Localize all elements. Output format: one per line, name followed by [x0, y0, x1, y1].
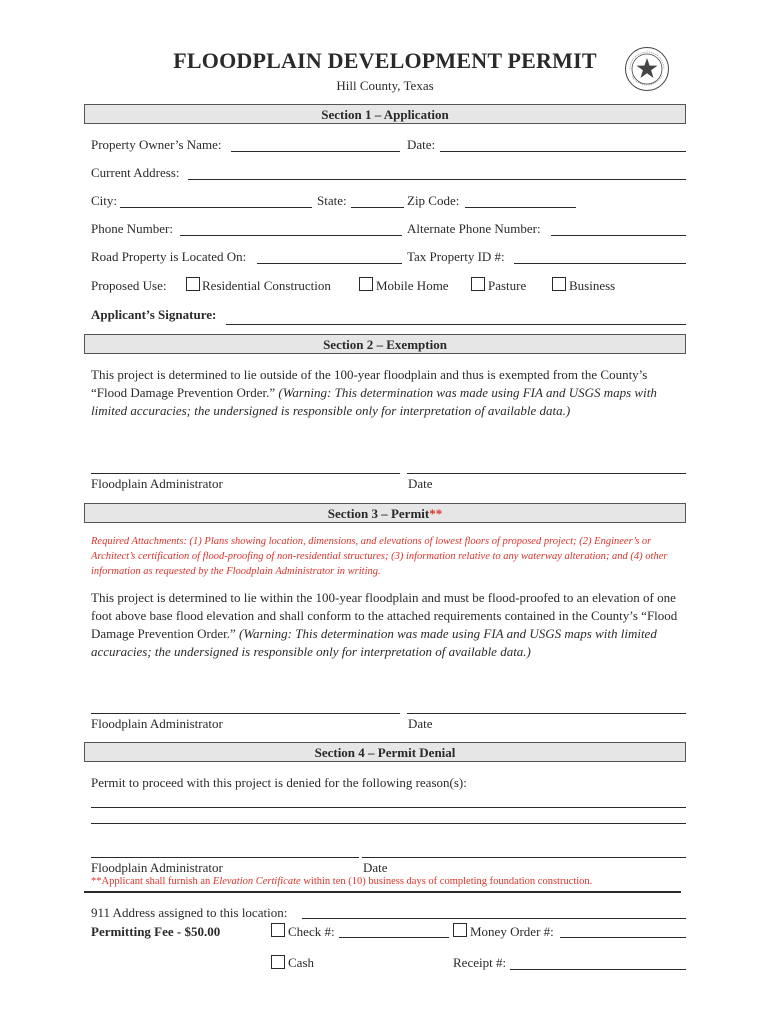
cash-checkbox[interactable] — [271, 955, 285, 969]
cash-label: Cash — [288, 955, 314, 970]
receipt-label: Receipt #: — [453, 955, 507, 970]
zip-code-label: Zip Code: — [407, 193, 460, 208]
tax-id-label: Tax Property ID #: — [407, 249, 505, 264]
exemption-date-line[interactable] — [407, 473, 686, 474]
section-4-heading: Section 4 – Permit Denial — [84, 742, 686, 762]
current-address-label: Current Address: — [91, 165, 180, 180]
section-1-heading: Section 1 – Application — [84, 104, 686, 124]
required-attachments-note: Required Attachments: (1) Plans showing location, dimensions, and elevations of lowest floors of proposed project; (2) Engineer’s or Architect’s certification of flood-proofing of non-residential structures; (3) information relative to any waterway alteration; and (4) other information as requested by the Floodplain Administrator in writing. — [91, 536, 668, 577]
permit-paragraph — [91, 589, 681, 661]
check-checkbox[interactable] — [271, 923, 285, 937]
permit-admin-signature-line[interactable] — [91, 713, 400, 714]
county-subtitle: Hill County, Texas — [336, 78, 434, 93]
proposed-use-label: Proposed Use: — [91, 278, 167, 293]
state-label: State: — [317, 193, 347, 208]
road-field[interactable] — [257, 263, 402, 264]
address-assigned-label: 911 Address assigned to this location: — [91, 905, 288, 920]
denial-admin-label: Floodplain Administrator — [91, 860, 223, 875]
denial-reason-line-2[interactable] — [91, 823, 686, 824]
alt-phone-label: Alternate Phone Number: — [407, 221, 541, 236]
applicant-signature-label: Applicant’s Signature: — [91, 307, 217, 322]
receipt-number-field[interactable] — [510, 969, 686, 970]
section-2-heading: Section 2 – Exemption — [84, 334, 686, 354]
section-3-asterisks: ** — [429, 506, 443, 521]
date-label: Date: — [407, 137, 436, 152]
check-label: Check #: — [288, 924, 335, 939]
business-checkbox[interactable] — [552, 277, 566, 291]
pasture-option-label: Pasture — [488, 278, 527, 293]
permit-date-label: Date — [408, 716, 433, 731]
permit-warning: (Warning: This determination was made using FIA and USGS maps with limited accuracies; the undersigned is responsible only for interpretation of available data.) — [91, 626, 657, 659]
city-label: City: — [91, 193, 118, 208]
phone-number-label: Phone Number: — [91, 221, 173, 236]
exemption-admin-label: Floodplain Administrator — [91, 476, 223, 491]
check-number-field[interactable] — [339, 937, 449, 938]
permit-text: This project is determined to lie within the 100-year floodplain and must be flood-proofed to an elevation of one foot above base flood elevation and shall conform to the attached requirements contained in the County’s “Flood Damage Prevention Order.” — [91, 590, 678, 641]
road-label: Road Property is Located On: — [91, 249, 247, 264]
denial-text: Permit to proceed with this project is denied for the following reason(s): — [91, 775, 467, 790]
section-divider — [84, 891, 681, 893]
residential-checkbox[interactable] — [186, 277, 200, 291]
applicant-signature-field[interactable] — [226, 324, 686, 325]
exemption-warning: (Warning: This determination was made using FIA and USGS maps with limited accuracies; the undersigned is responsible only for interpretation of available data.) — [91, 385, 657, 418]
current-address-field[interactable] — [188, 179, 686, 180]
date-field[interactable] — [440, 151, 686, 152]
note-prefix: **Applicant shall furnish an — [91, 876, 213, 887]
residential-option-label: Residential Construction — [202, 278, 331, 293]
exemption-date-label: Date — [408, 476, 433, 491]
state-field[interactable] — [351, 207, 404, 208]
business-option-label: Business — [569, 278, 616, 293]
address-assigned-field[interactable] — [302, 918, 686, 919]
mobile-home-option-label: Mobile Home — [376, 278, 449, 293]
permitting-fee-label: Permitting Fee - $50.00 — [91, 924, 221, 939]
exemption-admin-signature-line[interactable] — [91, 473, 400, 474]
section-3-heading — [84, 503, 686, 523]
owner-name-field[interactable] — [231, 151, 400, 152]
denial-date-line[interactable] — [362, 857, 686, 858]
denial-date-label: Date — [363, 860, 388, 875]
note-elevation-certificate: Elevation Certificate — [212, 876, 301, 887]
money-order-number-field[interactable] — [560, 937, 686, 938]
exemption-paragraph — [91, 366, 681, 420]
permit-date-line[interactable] — [407, 713, 686, 714]
tax-id-field[interactable] — [514, 263, 686, 264]
owner-name-label: Property Owner’s Name: — [91, 137, 222, 152]
city-field[interactable] — [120, 207, 312, 208]
alt-phone-field[interactable] — [551, 235, 686, 236]
section-3-heading-text: Section 3 – Permit — [327, 506, 430, 521]
phone-number-field[interactable] — [180, 235, 402, 236]
exemption-text: This project is determined to lie outside of the 100-year floodplain and thus is exempted from the County’s “Flood Damage Prevention Order.” — [91, 367, 648, 400]
elevation-certificate-note — [91, 876, 592, 887]
money-order-checkbox[interactable] — [453, 923, 467, 937]
note-suffix: within ten (10) business days of completing foundation construction. — [300, 876, 593, 887]
permit-admin-label: Floodplain Administrator — [91, 716, 223, 731]
denial-admin-signature-line[interactable] — [91, 857, 359, 858]
form-title: FLOODPLAIN DEVELOPMENT PERMIT — [173, 48, 597, 73]
mobile-home-checkbox[interactable] — [359, 277, 373, 291]
pasture-checkbox[interactable] — [471, 277, 485, 291]
zip-code-field[interactable] — [465, 207, 576, 208]
money-order-label: Money Order #: — [470, 924, 554, 939]
denial-reason-line-1[interactable] — [91, 807, 686, 808]
county-seal-icon — [624, 46, 670, 92]
